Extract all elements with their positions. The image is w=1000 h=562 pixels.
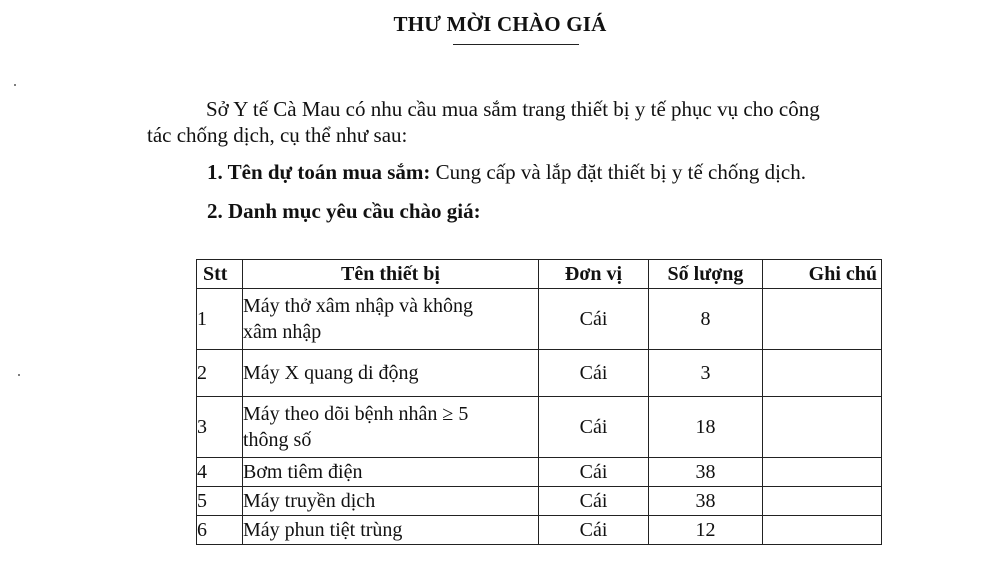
row-name: Bơm tiêm điện <box>243 458 539 487</box>
scan-speck <box>18 374 20 376</box>
section-1-text: Cung cấp và lắp đặt thiết bị y tế chống dịch. <box>430 160 806 184</box>
table-row <box>197 487 882 516</box>
intro-line-2: tác chống dịch, cụ thể như sau: <box>147 123 408 147</box>
row-qty: 12 <box>649 516 763 545</box>
row-name: Máy phun tiệt trùng <box>243 516 539 545</box>
header-stt: Stt <box>197 260 243 289</box>
scan-speck <box>14 84 16 86</box>
row-stt: 4 <box>197 458 243 487</box>
row-qty: 18 <box>649 397 763 458</box>
row-name-line: Máy theo dõi bệnh nhân ≥ 5 <box>243 403 469 425</box>
table-row <box>197 458 882 487</box>
row-qty: 38 <box>649 458 763 487</box>
row-qty: 38 <box>649 487 763 516</box>
row-name <box>243 397 539 458</box>
table-row <box>197 289 882 350</box>
row-qty: 3 <box>649 350 763 397</box>
row-note <box>763 397 882 458</box>
cropped-next-line <box>206 554 466 562</box>
table-row <box>197 350 882 397</box>
row-name <box>243 289 539 350</box>
header-note: Ghi chú <box>763 260 882 289</box>
header-name: Tên thiết bị <box>243 260 539 289</box>
row-stt: 3 <box>197 397 243 458</box>
row-name: Máy X quang di động <box>243 350 539 397</box>
row-name-line: thông số <box>243 429 312 451</box>
row-stt: 2 <box>197 350 243 397</box>
row-unit: Cái <box>539 458 649 487</box>
section-1 <box>207 159 806 185</box>
row-unit: Cái <box>539 350 649 397</box>
row-name-line: Máy thở xâm nhập và không <box>243 295 473 317</box>
row-unit: Cái <box>539 289 649 350</box>
intro-line-1: Sở Y tế Cà Mau có nhu cầu mua sắm trang thiết bị y tế phục vụ cho công <box>206 97 820 121</box>
row-qty: 8 <box>649 289 763 350</box>
row-note <box>763 516 882 545</box>
row-name-line: xâm nhập <box>243 321 322 343</box>
header-qty: Số lượng <box>649 260 763 289</box>
row-unit: Cái <box>539 487 649 516</box>
row-stt: 1 <box>197 289 243 350</box>
header-unit: Đơn vị <box>539 260 649 289</box>
table-row <box>197 516 882 545</box>
section-2-label: 2. Danh mục yêu cầu chào giá: <box>207 199 481 223</box>
document-title: THƯ MỜI CHÀO GIÁ <box>393 12 607 36</box>
table-header-row <box>197 260 882 289</box>
section-1-label: 1. Tên dự toán mua sắm: <box>207 160 431 184</box>
equipment-table <box>196 259 882 545</box>
row-stt: 5 <box>197 487 243 516</box>
row-note <box>763 458 882 487</box>
row-unit: Cái <box>539 516 649 545</box>
row-note <box>763 289 882 350</box>
row-stt: 6 <box>197 516 243 545</box>
row-note <box>763 487 882 516</box>
table-row <box>197 397 882 458</box>
row-name: Máy truyền dịch <box>243 487 539 516</box>
title-underline <box>453 44 579 45</box>
row-note <box>763 350 882 397</box>
row-unit: Cái <box>539 397 649 458</box>
